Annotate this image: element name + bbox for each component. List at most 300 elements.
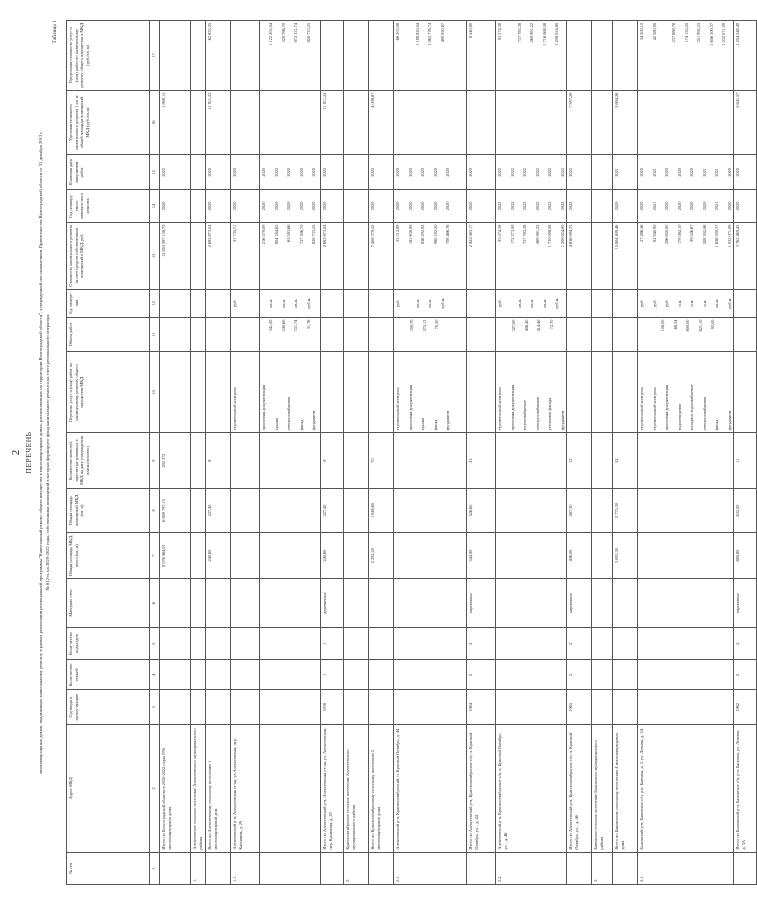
row-residents: 70 (369, 433, 394, 489)
row-plan-year-line: 2020 (273, 201, 279, 211)
row-volume (260, 317, 321, 352)
row-end-date-line: 2022 (559, 168, 565, 177)
row-unit-line: кв.м. (268, 298, 273, 308)
row-specific-cost: 5 694,26 (613, 90, 638, 155)
row-works-line: утепление фасада (547, 397, 552, 431)
row-works (344, 352, 369, 433)
row-number (613, 852, 638, 884)
row-limit-cost-line: 1 716 068,58 (541, 23, 547, 46)
row-cost (369, 222, 394, 289)
row-floors: 1 (321, 660, 344, 690)
row-limit-cost (231, 21, 260, 91)
row-plan-year-line: 2020 (207, 201, 212, 211)
row-plan-year-line: 2021 (651, 201, 657, 211)
row-works-line: проектная документация (261, 384, 266, 431)
row-volume (369, 317, 394, 352)
row-entrances (206, 627, 231, 659)
row-unit (496, 289, 567, 317)
row-end-date (369, 155, 394, 190)
subtitle-line: № 812-п, на 2020-2022 годы, собственники помещений в которых формируют фонд капитального ремонта на счете регионального оператора (44, 314, 50, 591)
table-row (638, 21, 734, 885)
row-volume (734, 317, 757, 352)
row-entrances (344, 627, 369, 659)
row-works (321, 352, 344, 433)
row-end-date-line: 2020 (676, 168, 682, 177)
row-plan-year-line: 2020 (664, 201, 669, 211)
row-year (638, 690, 734, 725)
row-limit-cost (160, 21, 191, 91)
row-unit-line: кв.м. (293, 298, 298, 308)
row-unit (734, 289, 757, 317)
row-limit-cost (321, 21, 344, 91)
row-volume-line: 621,10 (697, 319, 703, 332)
row-address: Итого по Быковский р-н, Бановское с/п, р.п. Бановка, ул. Ленина, д. 3А (734, 725, 757, 852)
row-entrances (496, 627, 567, 659)
row-unit-line: кв.м. (516, 298, 522, 308)
row-address (260, 725, 321, 852)
column-header: Ед. измере-ния (67, 289, 150, 317)
row-cost-line: 208 302,06 (701, 224, 707, 244)
row-unit (592, 289, 613, 317)
row-premises-area: 526,60 (467, 488, 496, 532)
row-residents (394, 433, 467, 489)
table-caption: Таблица 1 (52, 20, 58, 44)
row-end-date-line: 2020 (286, 168, 291, 177)
row-specific-cost (260, 90, 321, 155)
row-residents (638, 433, 734, 489)
row-volume-line: 31,76 (305, 319, 311, 330)
row-limit-cost-line: 62 833,25 (207, 23, 212, 41)
row-end-date (567, 155, 592, 190)
row-specific-cost (467, 90, 496, 155)
column-header: Год ввода в эксплу-атацию (67, 690, 150, 725)
row-specific-cost: 4 008,87 (369, 90, 394, 155)
row-volume-line: 68,34 (672, 319, 678, 330)
row-premises-area (260, 488, 321, 532)
row-volume (496, 317, 567, 352)
row-cost-line: 82 940,90 (651, 224, 657, 242)
table-row (592, 21, 613, 885)
row-end-date-line: 2020 (468, 168, 473, 177)
row-entrances: 2 (734, 627, 757, 659)
row-floors (369, 660, 394, 690)
row-plan-year-line: 2020 (286, 201, 291, 211)
row-cost-line: 55 312,89 (395, 224, 400, 242)
row-year (613, 690, 638, 725)
table-row (344, 21, 369, 885)
row-end-date (160, 155, 191, 190)
row-cost (191, 222, 206, 289)
row-cost (567, 222, 592, 289)
table-row (369, 21, 394, 885)
row-wall-material (613, 579, 638, 628)
row-limit-cost (496, 21, 567, 91)
row-works (160, 352, 191, 433)
row-plan-year-line: 2020 (726, 201, 732, 211)
row-end-date-line: 2020 (207, 168, 212, 177)
row-volume-line: 359,70 (409, 319, 414, 332)
row-number: 1. (191, 852, 206, 884)
row-wall-material: кирпичные (467, 579, 496, 628)
row-end-date (231, 155, 260, 190)
row-floors (496, 660, 567, 690)
row-end-date (613, 155, 638, 190)
row-limit-cost-line: 8 540,80 (468, 23, 473, 39)
repair-table (66, 20, 757, 885)
row-floors (260, 660, 321, 690)
row-cost-line: 1 032 071,09 (726, 224, 732, 248)
row-works-line: холодное водоснабжение (689, 384, 694, 431)
row-unit-line: кв.м. (427, 298, 432, 308)
row-residents: 292 372 (160, 433, 191, 489)
row-works-line: фундамент (559, 410, 565, 431)
row-number: 3. (592, 852, 613, 884)
row-end-date (394, 155, 467, 190)
row-works-line: электроснабжение (534, 396, 540, 431)
row-end-date-line: 2020 (261, 168, 266, 177)
row-specific-cost (394, 90, 467, 155)
row-plan-year-line: 2022 (509, 201, 515, 211)
row-works-line: крыша (420, 418, 425, 431)
row-plan-year (321, 190, 344, 222)
row-floors (160, 660, 191, 690)
row-entrances (592, 627, 613, 659)
row-volume (638, 317, 734, 352)
row-year: 1938 (321, 690, 344, 725)
row-end-date-line: 2020 (726, 168, 732, 177)
row-cost-line: 820 733,25 (311, 224, 316, 244)
row-premises-area: 227,40 (206, 488, 231, 532)
row-residents (260, 433, 321, 489)
row-year (191, 690, 206, 725)
row-unit (467, 289, 496, 317)
row-plan-year-line: 2020 (261, 201, 266, 211)
row-limit-cost-line: 269 981,22 (529, 23, 534, 43)
column-header: Год планиру-емого капиталь-ного ремонта (67, 190, 150, 222)
row-cost-line: 93 574,38 (497, 224, 502, 242)
row-address: Итого по Волгоградской области в 2020-2022 годах 876 многоквартирных дома (160, 725, 191, 852)
row-end-date-line: 2021 (614, 168, 619, 177)
column-header: Удельная стоимость капитального ремонта 1 кв. м общей площади помещений МКД (руб./кв.м) (67, 90, 150, 155)
row-end-date-line: 2020 (232, 168, 237, 177)
row-premises-area (592, 488, 613, 532)
row-year: 1964 (467, 690, 496, 725)
row-limit-cost (369, 21, 394, 91)
row-end-date-line: 2020 (298, 168, 304, 177)
row-unit-line: руб. (497, 299, 502, 307)
row-floors: 2 (467, 660, 496, 690)
column-header: Коли-чество подъездов (67, 627, 150, 659)
row-cost-line: 27 496,56 (639, 224, 644, 242)
row-works (206, 352, 231, 433)
row-total-area: 8 076 064,91 (160, 532, 191, 578)
table-row (191, 21, 206, 885)
row-works (734, 352, 757, 433)
row-entrances (394, 627, 467, 659)
row-cost-line: 99 526,67 (689, 224, 694, 242)
row-wall-material (496, 579, 567, 628)
row-plan-year-line: 2020 (407, 201, 413, 211)
row-end-date-line: 2020 (407, 168, 413, 177)
row-end-date-line: 2022 (534, 168, 540, 177)
row-cost-line: 3 762 469,43 (735, 224, 740, 248)
row-limit-cost (344, 21, 369, 91)
row-end-date (191, 155, 206, 190)
row-year (160, 690, 191, 725)
row-entrances (231, 627, 260, 659)
row-premises-area (394, 488, 467, 532)
row-entrances (369, 627, 394, 659)
row-unit-line: кв.м. (714, 298, 719, 308)
table-row (394, 21, 467, 885)
row-cost-line: 4 636 094,33 (568, 224, 573, 248)
row-plan-year-line: 2021 (714, 201, 719, 211)
column-header: Коли-чество этажей (67, 660, 150, 690)
row-plan-year (160, 190, 191, 222)
row-cost-line: 206 850,00 (664, 224, 669, 244)
row-cost-line: 1 208 024,80 (559, 224, 565, 248)
row-floors (206, 660, 231, 690)
row-end-date (592, 155, 613, 190)
row-cost (394, 222, 467, 289)
row-unit-line: кв.м. (414, 298, 420, 308)
row-unit-line: руб. (639, 299, 644, 307)
row-works-line: строительный контроль (651, 386, 657, 431)
row-entrances (160, 627, 191, 659)
row-limit-cost (206, 21, 231, 91)
row-unit (231, 289, 260, 317)
row-limit-cost-line: 490 950,87 (439, 23, 445, 43)
row-limit-cost-line: 1 188 820,04 (414, 23, 420, 46)
row-limit-cost (734, 21, 757, 91)
row-end-date (467, 155, 496, 190)
row-residents: 11 (734, 433, 757, 489)
row-entrances (260, 627, 321, 659)
row-volume-line: 240,60 (280, 319, 286, 332)
row-cost-line: 727 596,70 (298, 224, 304, 244)
table-row (613, 21, 638, 885)
row-address: Краснооктябрьское сельское поселение Алексеевского муниципального района (344, 725, 369, 852)
row-works-line: строительный контроль (395, 386, 400, 431)
row-works-line: фундамент (311, 410, 316, 431)
row-works-line: фасад (714, 419, 719, 431)
row-number (567, 852, 592, 884)
row-unit (394, 289, 467, 317)
row-plan-year (638, 190, 734, 222)
row-total-area: 240,60 (321, 532, 344, 578)
row-end-date (321, 155, 344, 190)
column-number: 16 (150, 90, 160, 155)
row-volume (321, 317, 344, 352)
column-header: Перечень услуг и (или) работ по капитальному ремонту общего имущества МКД (67, 352, 150, 433)
row-address: Бановское сельское поселение Быковского муниципального района (592, 725, 613, 852)
column-number: 15 (150, 155, 160, 190)
row-unit-line: руб. (664, 299, 669, 307)
row-year (394, 690, 467, 725)
row-works-line: проектная документация (664, 384, 669, 431)
row-cost-line: 216 579,09 (261, 224, 266, 244)
row-floors (191, 660, 206, 690)
row-volume-line: 108,00 (660, 319, 665, 332)
row-end-date-line: 2022 (509, 168, 515, 177)
row-cost (231, 222, 260, 289)
row-wall-material (191, 579, 206, 628)
table-row (567, 21, 592, 885)
row-end-date-line: 2020 (689, 168, 694, 177)
row-floors (394, 660, 467, 690)
row-cost-line: 65 593,66 (286, 224, 291, 242)
row-works (613, 352, 638, 433)
row-number (160, 852, 191, 884)
row-limit-cost (613, 21, 638, 91)
row-unit-line: кв.м. (541, 298, 547, 308)
row-limit-cost-line: 320 786,70 (280, 23, 286, 43)
row-unit (638, 289, 734, 317)
row-cost-line: 1 656 300,37 (714, 224, 719, 248)
row-cost-line: 12 853 097 158,70 (161, 224, 166, 257)
row-plan-year-line: 2020 (432, 201, 438, 211)
row-year (260, 690, 321, 725)
row-number: 2. (344, 852, 369, 884)
row-volume-line: 575,13 (421, 319, 427, 332)
row-end-date-line: 2022 (568, 168, 573, 177)
row-plan-year-line: 2020 (161, 201, 166, 211)
row-entrances: 2 (567, 627, 592, 659)
row-address: Алексеевское сельское поселение Алексеевского муниципального района (191, 725, 206, 852)
column-header: Плановая дата завершения работ (67, 155, 150, 190)
row-unit (260, 289, 321, 317)
row-entrances (191, 627, 206, 659)
row-works (231, 352, 260, 433)
row-premises-area: 267,30 (567, 488, 592, 532)
row-address: Алексеевский р-н, Краснооктябрьское с/п, п. Красный Октябрь, ул. , д. 46 (496, 725, 567, 852)
row-plan-year (231, 190, 260, 222)
row-limit-cost-line: 1 122 205,54 (268, 23, 273, 46)
row-cost-line: 2 822 063,17 (468, 224, 473, 248)
column-header: Количество жителей, зарегистри-рованных в МКД на дату утверждения плана (человек) (67, 433, 150, 489)
row-wall-material: кирпичные (734, 579, 757, 628)
row-year: 1962 (734, 690, 757, 725)
row-specific-cost (592, 90, 613, 155)
row-number: 1.1. (231, 852, 260, 884)
row-cost (344, 222, 369, 289)
row-cost-line: 856 292,92 (420, 224, 425, 244)
row-premises-area: 2 775,30 (613, 488, 638, 532)
row-wall-material (231, 579, 260, 628)
row-unit (567, 289, 592, 317)
row-unit (344, 289, 369, 317)
row-limit-cost-line: 737 783,38 (516, 23, 522, 43)
column-number: 11 (150, 317, 160, 352)
row-unit (613, 289, 638, 317)
row-works (394, 352, 467, 433)
row-cost (613, 222, 638, 289)
page-number: 2 (10, 449, 22, 456)
row-cost-line: 181 638,90 (407, 224, 413, 244)
row-address: Всего по Краснооктябрьскому сельскому поселению 2 многоквартирных дома (369, 725, 394, 852)
row-end-date (260, 155, 321, 190)
row-cost-line: 737 783,38 (522, 224, 527, 244)
row-limit-cost-line: 93 574,38 (497, 23, 502, 41)
row-floors: 2 (734, 660, 757, 690)
row-unit-line: руб. (395, 299, 400, 307)
row-wall-material: кирпичные (567, 579, 592, 628)
row-end-date (344, 155, 369, 190)
row-works-line: строительный контроль (639, 386, 644, 431)
row-total-area (638, 532, 734, 578)
row-end-date (206, 155, 231, 190)
table-row (206, 21, 231, 885)
row-limit-cost-line: 1 063 776,74 (427, 23, 432, 46)
row-limit-cost-line: 34 500,10 (639, 23, 644, 41)
column-header: Стоимость капитального ремонта за счет средств собственников помещений в МКД, руб. (67, 222, 150, 289)
row-wall-material (592, 579, 613, 628)
row-end-date-line: 2020 (664, 168, 669, 177)
column-number: 5 (150, 627, 160, 659)
row-specific-cost (638, 90, 734, 155)
row-entrances (638, 627, 734, 659)
row-residents: 12 (567, 433, 592, 489)
row-unit-line: п.м. (689, 299, 694, 307)
row-number (321, 852, 344, 884)
column-number: 8 (150, 488, 160, 532)
row-unit-line: кв.м. (280, 298, 286, 308)
row-volume (344, 317, 369, 352)
row-cost (467, 222, 496, 289)
row-end-date-line: 2022 (497, 168, 502, 177)
row-volume (567, 317, 592, 352)
row-total-area (260, 532, 321, 578)
row-specific-cost (344, 90, 369, 155)
row-cost-line: 2 685 873,04 (207, 224, 212, 248)
row-residents: 8 (321, 433, 344, 489)
row-unit (369, 289, 394, 317)
row-unit-line: куб.м. (439, 297, 445, 309)
row-end-date-line: 2020 (370, 168, 375, 177)
row-works-line: теплоснабжение (522, 400, 527, 431)
row-plan-year (191, 190, 206, 222)
row-address: Итого по Алексеевский р-н, Алексеевская ст-ца, ул. Алексеевская, пер. Калинина, д. 29 (321, 725, 344, 852)
row-specific-cost (496, 90, 567, 155)
row-cost (496, 222, 567, 289)
column-number-row (150, 21, 160, 885)
row-number (206, 852, 231, 884)
row-cost (592, 222, 613, 289)
row-end-date-line: 2022 (522, 168, 527, 177)
row-end-date-line: 2020 (639, 168, 644, 177)
row-volume-line: 414,40 (536, 319, 541, 332)
row-cost-line: 15 804 409,46 (614, 224, 619, 250)
row-total-area: 3 093,30 (613, 532, 638, 578)
row-wall-material (344, 579, 369, 628)
row-volume (160, 317, 191, 352)
row-premises-area (344, 488, 369, 532)
row-limit-cost-line: 351 992,23 (696, 23, 701, 43)
row-residents (231, 433, 260, 489)
column-header: Адрес МКД (67, 725, 150, 852)
row-volume-line: 406,40 (523, 319, 529, 332)
row-works-line: фасад (298, 419, 304, 431)
row-limit-cost (638, 21, 734, 91)
column-number: 2 (150, 725, 160, 852)
row-end-date-line: 2020 (445, 168, 450, 177)
row-address: Всего по Алексеевскому сельскому поселению 1 многоквартирный дом (206, 725, 231, 852)
row-total-area (592, 532, 613, 578)
row-residents (191, 433, 206, 489)
row-end-date-line: 2022 (161, 168, 166, 177)
row-plan-year (369, 190, 394, 222)
row-works-line: строительный контроль (232, 386, 237, 431)
